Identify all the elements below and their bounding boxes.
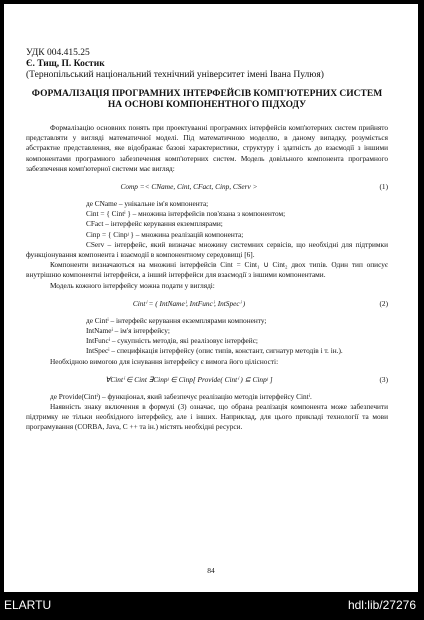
formula-1-number: (1) [379,182,388,192]
udc-code: УДК 004.415.25 [26,48,90,58]
paragraph-provide: де Provide(Cintⁱ) – функціонал, який забезпечує реалізацію методів інтерфейсу Cintⁱ. [50,391,312,401]
definition-item: Cint = { Cintⁱ } – множина інтерфейсів пов'язана з компонентом; [86,209,286,219]
paragraph-model: Модель кожного інтерфейсу можна подати у вигляді: [50,280,215,290]
definition-item-cserv: CServ – інтерфейс, який визначає множину системних сервісів, що необхідні для підтримки функціонування компонента і взаємодії в компонентному середовищі [6]. [26,239,388,260]
definition-item: IntSpecⁱ – специфікація інтерфейсу (опис типів, констант, сигнатур методів і т. ін.). [86,346,343,356]
formula-1 [26,182,388,191]
definition-item: IntNameⁱ – ім'я інтерфейсу; [86,326,170,336]
footer-handle-label: hdl:lib/27276 [347,598,416,612]
formula-2-number: (2) [379,298,388,308]
paragraph-intro: Формалізацію основних понять при проектуванні програмних інтерфейсів комп'ютерних систем прийнято представляти у вигляді математичної моделі. Під математичною моделлю, в даному випадку, розуміється абстрактне представлення, яке відображає базові характеристики, структуру і здатність до взаємодії з іншими компонентами програмного забезпечення комп'ютерних систем. Модель довільного компонента програмного забезпечення комп'ютерної системи має вигляд: [26,123,388,173]
formula-3-number: (3) [379,374,388,384]
formula-2-text: Cintⁱ = ( IntNameⁱ, IntFuncⁱ, IntSpecⁱ ) [132,298,246,308]
definition-item: де CName – унікальне ім'я компонента; [86,199,209,209]
affiliation: (Тернопільський національний технічний університет імені Івана Пулюя) [26,70,324,80]
paragraph-conclusion: Наявність знаку включення в формулі (3) означає, що обрана реалізація компонента може забезпечити підтримку не тільки необхідного інтерфейсу, але і інших. Наприклад, для цього прикладі технології та мови програмування (CORBA, Java, C ++ та ін.) містять необхідні ресурси. [26,402,388,432]
footer-repository-label: ELARTU [4,598,52,612]
paragraph-components: Компоненти визначаються на множині інтерфейсів Cint = Cint₁ ∪ Cint₂ двох типів. Один тип описує внутрішню компонентні інтерфейси, а інший інтерфейси для взаємодії з іншими компонентами. [26,260,388,280]
definition-list-2 [86,316,388,357]
formula-3 [26,375,388,384]
definition-item: Cinp = { Cinpʲ } – множина реалізацій компонента; [86,229,244,239]
authors: Є. Тищ, П. Костик [26,59,105,69]
document-page [4,4,418,592]
formula-2 [26,299,388,308]
formula-1-text: Comp =< CName, Cint, CFact, Cinp, CServ > [120,182,258,192]
article-title: ФОРМАЛІЗАЦІЯ ПРОГРАМНИХ ІНТЕРФЕЙСІВ КОМП'ЮТЕРНИХ СИСТЕМ НА ОСНОВІ КОМПОНЕНТНОГО ПІДХОДУ [31,89,383,110]
page-number: 84 [207,566,215,575]
definition-item: де Cintⁱ – інтерфейс керування екземплярами компоненту; [86,315,267,325]
paragraph-integrity: Необхідною вимогою для існування інтерфейсу є вимога його цілісності: [50,356,279,366]
definition-list-1 [86,199,388,240]
definition-item: IntFuncⁱ – сукупність методів, які реалізовує інтерфейс; [86,336,258,346]
definition-item: CFact – інтерфейс керування екземплярами; [86,219,223,229]
formula-3-text: ∀Cintⁱ ∈ Cint ∃Cinpʲ ∈ Cinp[ Provide( Cintⁱ ) ⊆ Cinpʲ ] [105,374,273,384]
